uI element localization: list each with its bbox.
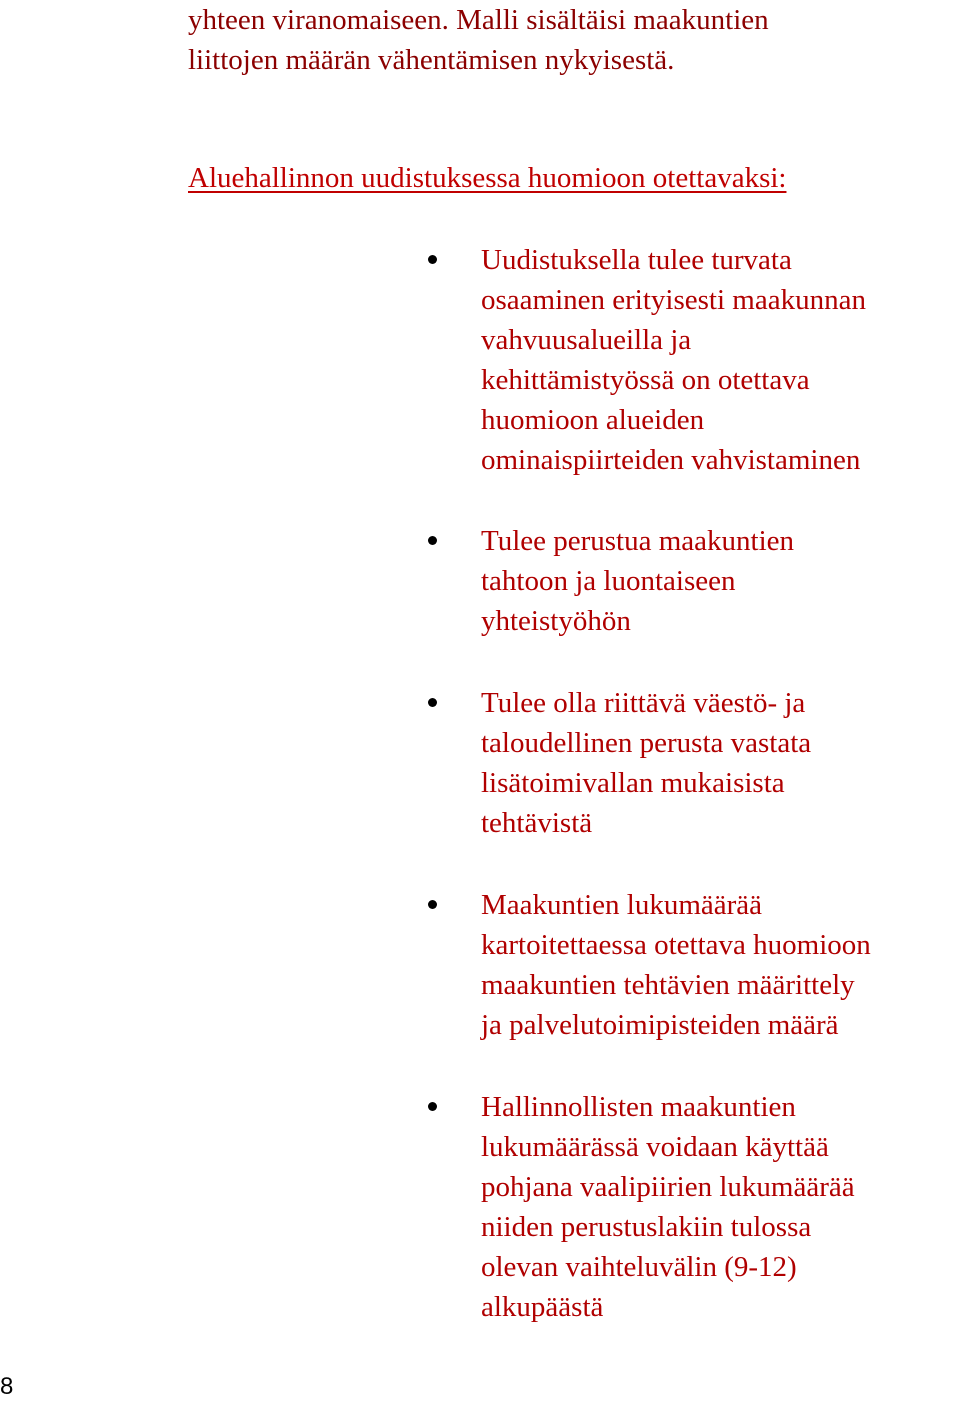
bullet-text [481,521,959,641]
bullet-dot-icon [428,900,437,909]
bullet-line: Tulee perustua maakuntien [481,525,795,557]
intro-line: liittojen määrän vähentämisen nykyisestä. [188,44,675,76]
bullet-line: huomioon alueiden [481,404,705,436]
bullet-line: pohjana vaalipiirien lukumäärää [481,1171,855,1203]
bullet-line: alkupäästä [481,1291,604,1323]
intro-paragraph [188,0,948,80]
bullet-text [481,240,959,480]
bullet-line: tehtävistä [481,807,593,839]
bullet-text [481,885,959,1045]
bullet-text [481,1087,959,1327]
bullet-dot-icon [428,1102,437,1111]
page-number: 8 [0,1373,14,1400]
bullet-dot-icon [428,536,437,545]
bullet-line: niiden perustuslakiin tulossa [481,1211,812,1243]
bullet-line: yhteistyöhön [481,605,631,637]
bullet-line: vahvuusalueilla ja [481,324,692,356]
bullet-line: kartoitettaessa otettava huomioon [481,929,871,961]
bullet-line: taloudellinen perusta vastata [481,727,812,759]
bullet-line: ominaispiirteiden vahvistaminen [481,444,861,476]
bullet-line: Maakuntien lukumäärää [481,889,763,921]
bullet-dot-icon [428,698,437,707]
bullet-line: Uudistuksella tulee turvata [481,244,792,276]
bullet-line: Tulee olla riittävä väestö- ja [481,687,806,719]
bullet-line: ja palvelutoimipisteiden määrä [481,1009,839,1041]
bullet-text [481,683,959,843]
bullet-line: kehittämistyössä on otettava [481,364,810,396]
intro-line: yhteen viranomaiseen. Malli sisältäisi maakuntien [188,4,769,36]
bullet-dot-icon [428,255,437,264]
bullet-line: Hallinnollisten maakuntien [481,1091,796,1123]
bullet-line: maakuntien tehtävien määrittely [481,969,855,1001]
bullet-line: osaaminen erityisesti maakunnan [481,284,866,316]
bullet-line: lisätoimivallan mukaisista [481,767,785,799]
bullet-line: lukumäärässä voidaan käyttää [481,1131,829,1163]
section-heading: Aluehallinnon uudistuksessa huomioon otettavaksi: [188,162,787,194]
bullet-line: olevan vaihteluvälin (9-12) [481,1251,797,1283]
bullet-line: tahtoon ja luontaiseen [481,565,736,597]
